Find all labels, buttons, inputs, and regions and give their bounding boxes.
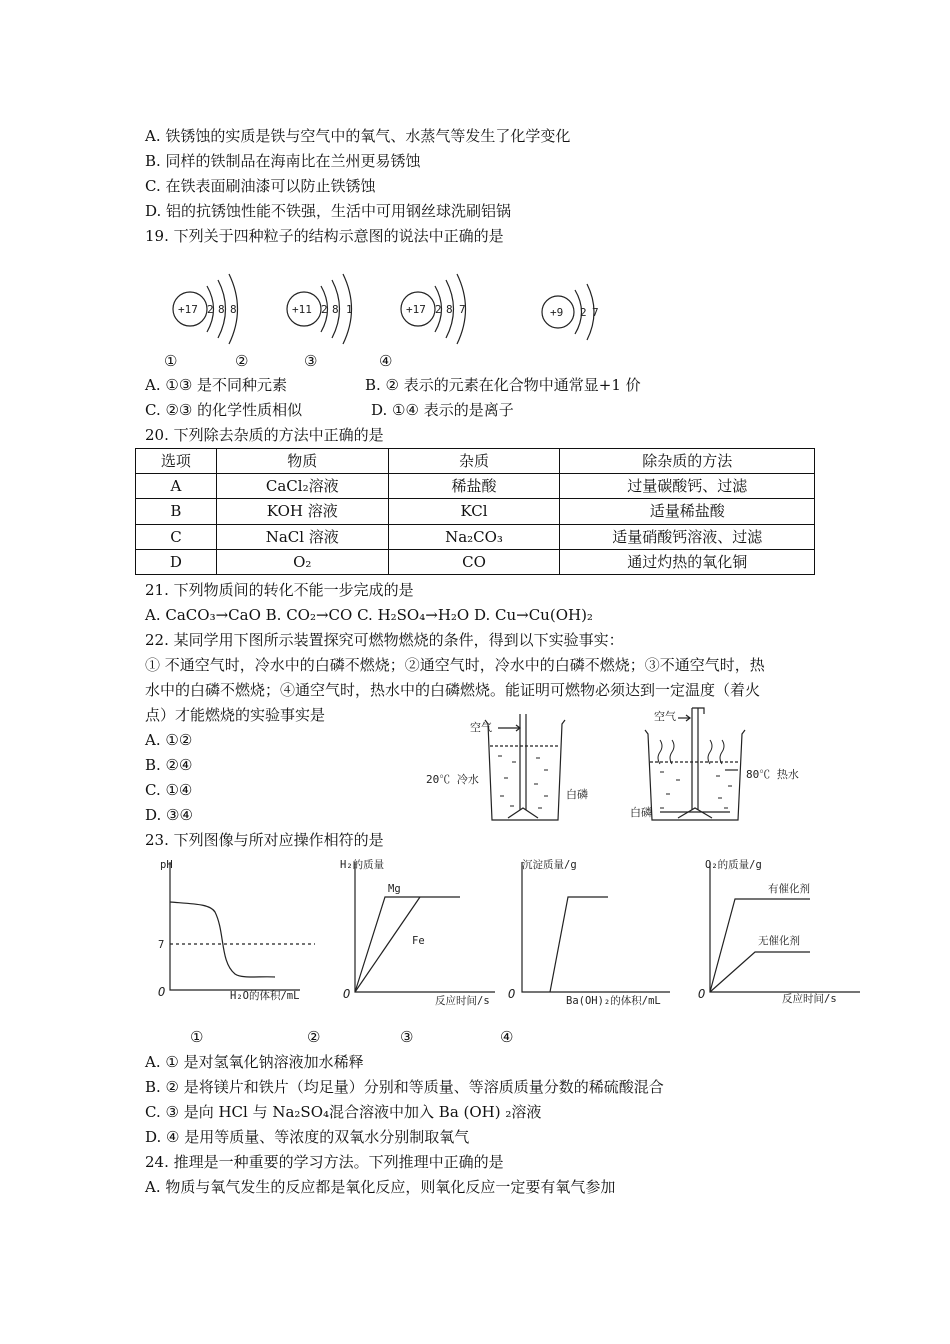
q19-option-d: D. ①④ 表示的是离子 (371, 401, 514, 419)
q22-line-3: 点）才能燃烧的实验事实是 (145, 706, 326, 724)
q21-stem: 21. 下列物质间的转化不能一步完成的是 (145, 581, 414, 599)
q22-line-1: ① 不通空气时，冷水中的白磷不燃烧；②通空气时，冷水中的白磷不燃烧；③不通空气时，热 (145, 656, 765, 674)
shell-1-1: 2 (207, 303, 214, 316)
q22-stem: 22. 某同学用下图所示装置探究可燃物燃烧的条件，得到以下实验事实： (145, 631, 624, 649)
graph-label-2: ② (307, 1028, 321, 1046)
graph-1-curve (170, 902, 275, 977)
shell-2-1: 2 (321, 303, 328, 316)
beaker-2 (645, 730, 745, 820)
hot-water-label: 80℃ 热水 (746, 768, 799, 781)
table-cell: 通过灼热的氧化铜 (560, 549, 815, 574)
q22-option-d: D. ③④ (145, 806, 193, 824)
q23-stem: 23. 下列图像与所对应操作相符的是 (145, 831, 384, 849)
q19-option-a: A. ①③ 是不同种元素 (145, 376, 288, 394)
graph-2-mg: Mg (388, 883, 401, 895)
shell-3-3: 7 (459, 303, 466, 316)
graph-4-catalyst: 有催化剂 (768, 883, 810, 895)
nucleus-3: +17 (406, 303, 426, 316)
table-cell: NaCl 溶液 (216, 524, 388, 549)
graph-4-origin: O (698, 987, 706, 1001)
graph-3-y-label: 沉淀质量/g (522, 859, 577, 871)
q20-stem: 20. 下列除去杂质的方法中正确的是 (145, 426, 384, 444)
table-cell: Na₂CO₃ (388, 524, 560, 549)
table-cell: KCl (388, 499, 560, 524)
graph-4-no-catalyst: 无催化剂 (758, 935, 800, 947)
q19-options-cd (145, 400, 514, 420)
nucleus-1: +17 (178, 303, 198, 316)
air-label-1: 空气 (470, 721, 492, 734)
table-row (136, 524, 815, 549)
q18-option-a: A. 铁锈蚀的实质是铁与空气中的氧气、水蒸气等发生了化学变化 (145, 127, 571, 145)
table-row (136, 499, 815, 524)
nucleus-4: +9 (550, 306, 564, 319)
q23-graphs (150, 852, 870, 1012)
q19-option-c: C. ②③ 的化学性质相似 (145, 401, 303, 419)
table-row (136, 474, 815, 499)
shell-3-1: 2 (435, 303, 442, 316)
graph-label-4: ④ (500, 1028, 514, 1046)
nucleus-2: +11 (292, 303, 312, 316)
shell-1-3: 8 (230, 303, 237, 316)
header-cell: 选项 (136, 449, 217, 474)
graph-label-1: ① (190, 1028, 204, 1046)
shell-2-2: 8 (332, 303, 339, 316)
table-cell: KOH 溶液 (216, 499, 388, 524)
atom-label-4: ④ (379, 352, 393, 370)
q24-stem: 24. 推理是一种重要的学习方法。下列推理中正确的是 (145, 1153, 504, 1171)
graph-4-y-label: O₂的质量/g (705, 859, 762, 871)
q23-option-a: A. ① 是对氢氧化钠溶液加水稀释 (145, 1053, 364, 1071)
table-cell: CaCl₂溶液 (216, 474, 388, 499)
table-cell: 稀盐酸 (388, 474, 560, 499)
phosphorus-label-2: 白磷 (630, 806, 652, 819)
q22-option-a: A. ①② (145, 731, 193, 749)
q23-option-c: C. ③ 是向 HCl 与 Na₂SO₄混合溶液中加入 Ba (OH) ₂溶液 (145, 1103, 542, 1121)
graph-3-axes (522, 862, 670, 992)
q23-option-b: B. ② 是将镁片和铁片（均足量）分别和等质量、等溶质质量分数的稀硫酸混合 (145, 1078, 664, 1096)
table-cell: O₂ (216, 549, 388, 574)
graph-1-x-label: H₂O的体积/mL (230, 990, 300, 1002)
q18-option-d: D. 铝的抗锈蚀性能不铁强，生活中可用钢丝球洗刷铝锅 (145, 202, 512, 220)
q21-options: A. CaCO₃→CaO B. CO₂→CO C. H₂SO₄→H₂O D. Cu→Cu(OH)₂ (145, 606, 593, 624)
shell-4-1: 2 (580, 306, 587, 319)
q24-option-a: A. 物质与氧气发生的反应都是氧化反应，则氧化反应一定要有氧气参加 (145, 1178, 616, 1196)
shell-3-2: 8 (446, 303, 453, 316)
q18-option-c: C. 在铁表面刷油漆可以防止铁锈蚀 (145, 177, 376, 195)
q20-table (135, 448, 815, 575)
table-cell: D (136, 549, 217, 574)
graph-4-nocatalyst-line (710, 952, 810, 992)
table-cell: B (136, 499, 217, 524)
graph-2-mg-line (355, 897, 460, 992)
graph-1-ph7: 7 (158, 939, 165, 951)
graph-3-curve (550, 897, 608, 992)
graph-label-3: ③ (400, 1028, 414, 1046)
atom-label-2: ② (235, 352, 249, 370)
shell-4-2: 7 (592, 306, 599, 319)
shell-1-2: 8 (218, 303, 225, 316)
q23-option-d: D. ④ 是用等质量、等浓度的双氧水分别制取氧气 (145, 1128, 470, 1146)
table-cell: CO (388, 549, 560, 574)
graph-2-fe-line (355, 897, 420, 992)
table-cell: A (136, 474, 217, 499)
q19-stem: 19. 下列关于四种粒子的结构示意图的说法中正确的是 (145, 227, 504, 245)
shell-2-3: 1 (346, 303, 353, 316)
graph-1-y-label: pH (160, 859, 173, 871)
q22-option-c: C. ①④ (145, 781, 193, 799)
graph-2-x-label: 反应时间/s (435, 995, 490, 1007)
table-cell: C (136, 524, 217, 549)
graph-2-origin: O (343, 987, 351, 1001)
q22-line-2: 水中的白磷不燃烧；④通空气时，热水中的白磷燃烧。能证明可燃物必须达到一定温度（着火 (145, 681, 761, 699)
q19-option-b: B. ② 表示的元素在化合物中通常显+1 价 (365, 376, 641, 394)
air-label-2: 空气 (654, 710, 676, 723)
table-row (136, 549, 815, 574)
beaker-1 (485, 720, 565, 820)
phosphorus-label-1: 白磷 (566, 788, 588, 801)
header-cell: 杂质 (388, 449, 560, 474)
atom-label-3: ③ (304, 352, 318, 370)
table-cell: 过量碳酸钙、过滤 (560, 474, 815, 499)
header-cell: 除杂质的方法 (560, 449, 815, 474)
graph-4-x-label: 反应时间/s (782, 993, 837, 1005)
header-cell: 物质 (216, 449, 388, 474)
graph-1-axes (170, 862, 300, 990)
cold-water-label: 20℃ 冷水 (426, 773, 479, 786)
graph-2-fe: Fe (412, 935, 425, 947)
graph-3-origin: O (508, 987, 516, 1001)
q19-options-ab (145, 375, 641, 395)
graph-2-y-label: H₂的质量 (340, 859, 385, 871)
q22-option-b: B. ②④ (145, 756, 193, 774)
table-cell: 适量硝酸钙溶液、过滤 (560, 524, 815, 549)
graph-3-x-label: Ba(OH)₂的体积/mL (566, 995, 661, 1007)
combustion-apparatus-figure (420, 700, 840, 830)
q18-option-b: B. 同样的铁制品在海南比在兰州更易锈蚀 (145, 152, 421, 170)
table-cell: 适量稀盐酸 (560, 499, 815, 524)
graph-1-origin: O (158, 985, 166, 999)
table-header-row (136, 449, 815, 474)
atom-label-1: ① (164, 352, 178, 370)
